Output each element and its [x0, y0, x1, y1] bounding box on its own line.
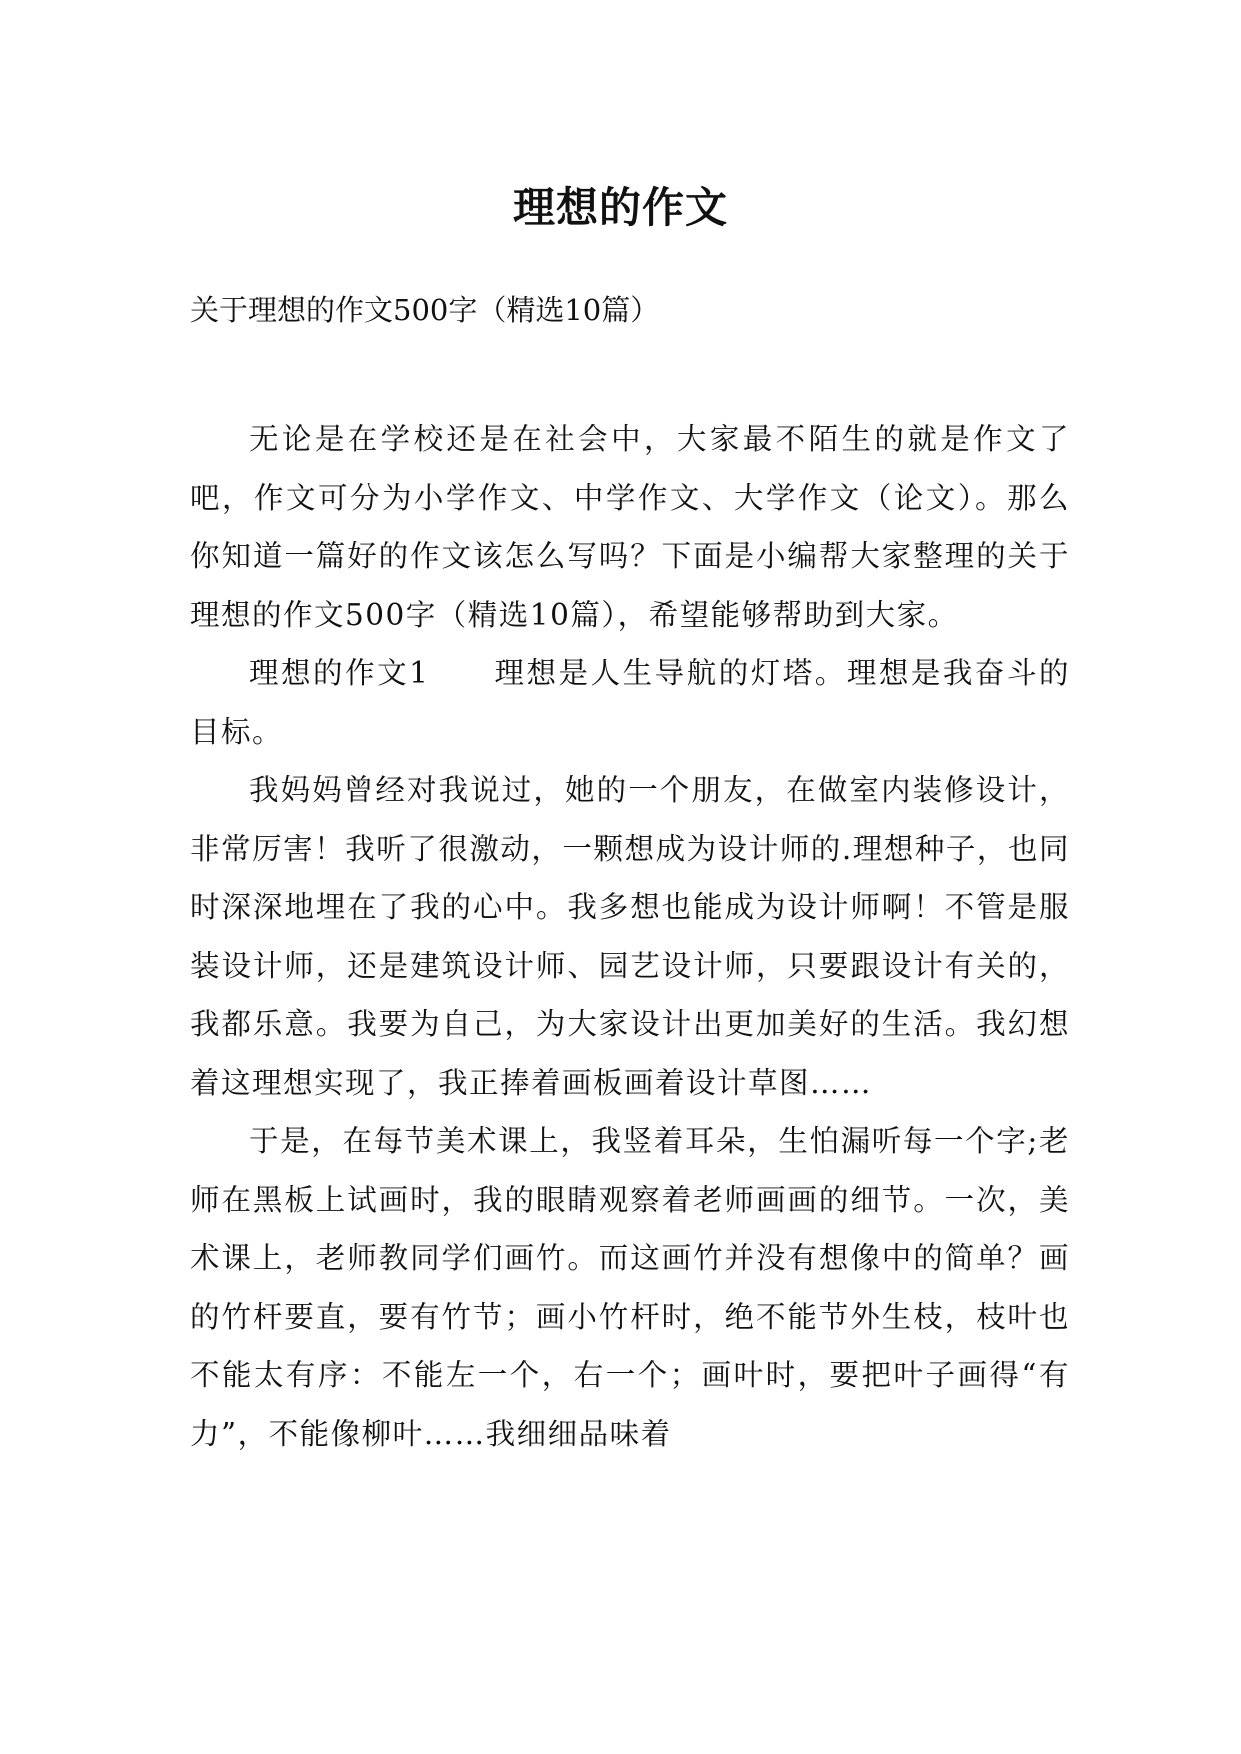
paragraph-intro: 无论是在学校还是在社会中，大家最不陌生的就是作文了吧，作文可分为小学作文、中学作文、大学作文（论文）。那么你知道一篇好的作文该怎么写吗？下面是小编帮大家整理的关于理想的作文500字（精选10篇），希望能够帮助到大家。: [190, 422, 1070, 632]
paragraph-essay-1-body-2: 于是，在每节美术课上，我竖着耳朵，生怕漏听每一个字;老师在黑板上试画时，我的眼睛观察着老师画画的细节。一次，美术课上，老师教同学们画竹。而这画竹并没有想像中的简单？画的竹杆要直，要有竹节；画小竹杆时，绝不能节外生枝，枝叶也不能太有序：不能左一个，右一个；画叶时，要把叶子画得“有力”，不能像柳叶……我细细品味着: [190, 1124, 1070, 1451]
paragraph-essay-1-body-1: 我妈妈曾经对我说过，她的一个朋友，在做室内装修设计，非常厉害！我听了很激动，一颗想成为设计师的.理想种子，也同时深深地埋在了我的心中。我多想也能成为设计师啊！不管是服装设计师，还是建筑设计师、园艺设计师，只要跟设计有关的，我都乐意。我要为自己，为大家设计出更加美好的生活。我幻想着这理想实现了，我正捧着画板画着设计草图……: [190, 773, 1070, 1100]
paragraph-essay-1-heading: 理想的作文1 理想是人生导航的灯塔。理想是我奋斗的目标。: [190, 656, 1070, 749]
document-body: [190, 410, 1070, 1463]
document-subtitle: 关于理想的作文500字（精选10篇）: [190, 293, 660, 327]
document-title: 理想的作文: [512, 183, 728, 233]
